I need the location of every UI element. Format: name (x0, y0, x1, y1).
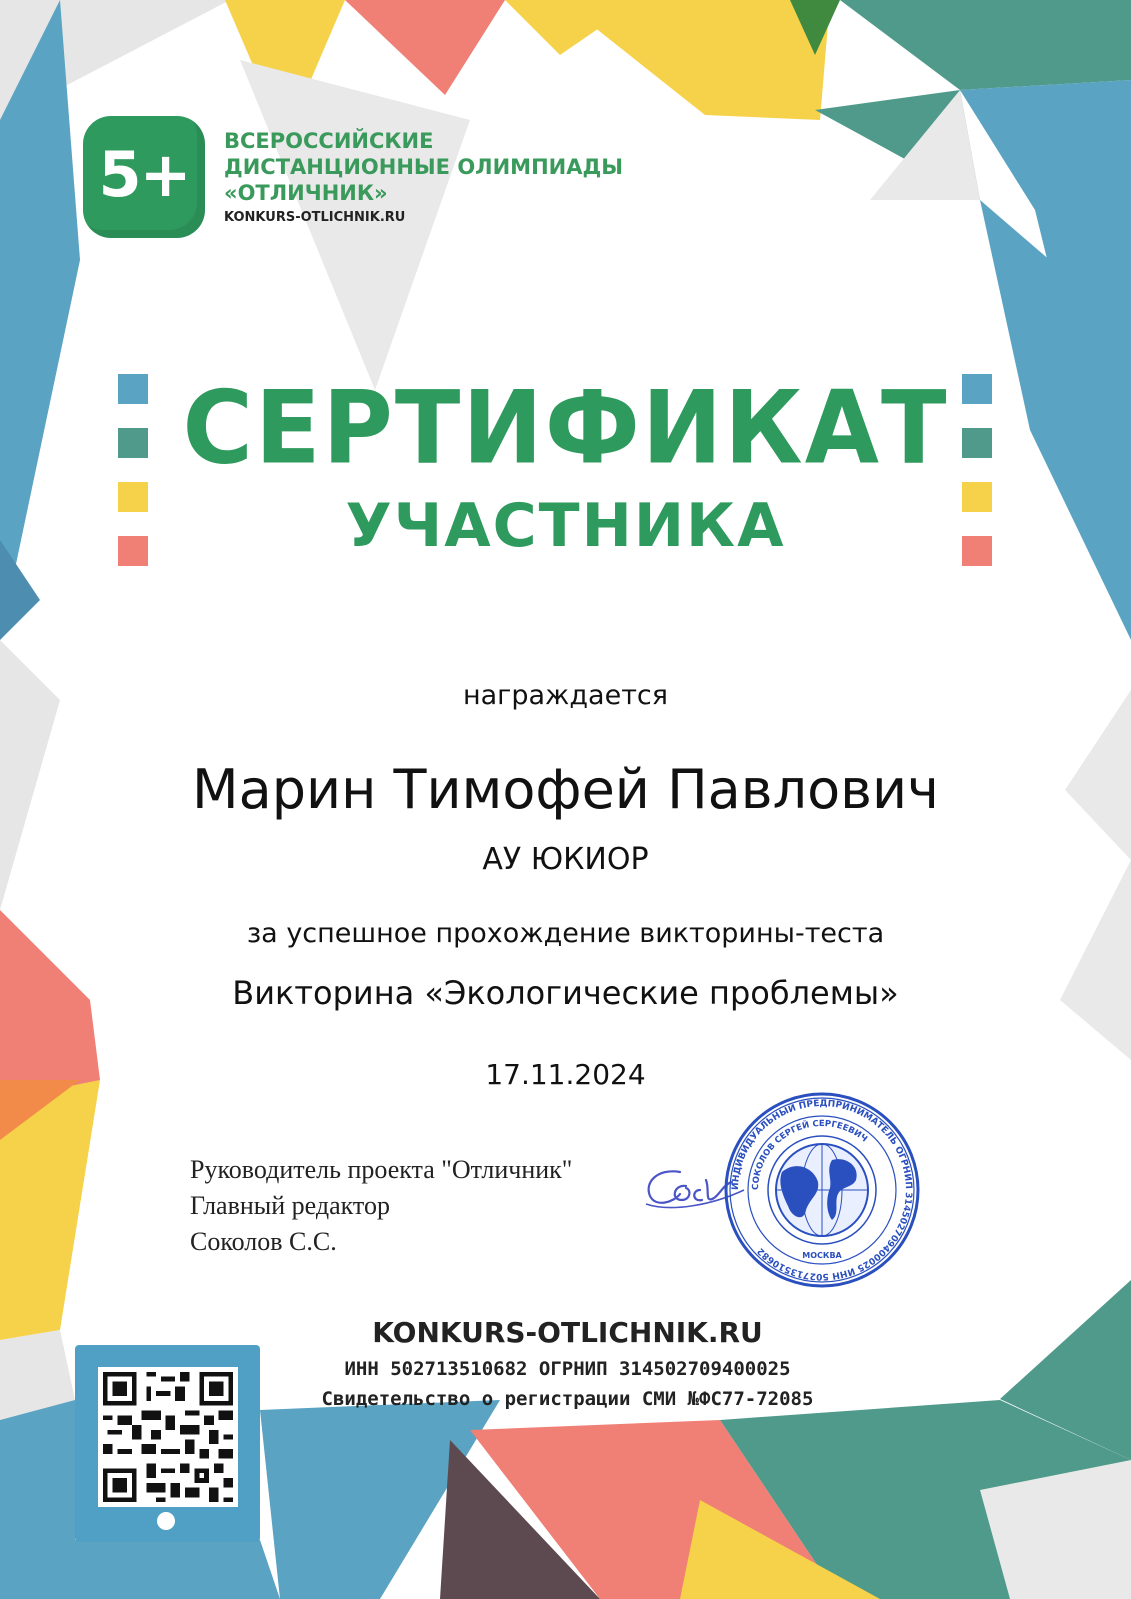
signer-title: Главный редактор (190, 1191, 390, 1220)
footer-site: KONKURS-OTLICHNIK.RU (372, 1316, 763, 1349)
footer-registration: Свидетельство о регистрации СМИ №ФС77-72085 (321, 1388, 814, 1410)
logo-line-3: «ОТЛИЧНИК» (224, 181, 388, 205)
stamp-outer-text: ИНДИВИДУАЛЬНЫЙ ПРЕДПРИНИМАТЕЛЬ ОГРНИП 314502709400025 ИНН 502713510682 (730, 1098, 914, 1282)
quiz-title: Викторина «Экологические проблемы» (232, 974, 899, 1012)
signer-name: Соколов С.С. (190, 1227, 337, 1256)
stamp-inner-text: СОКОЛОВ СЕРГЕЙ СЕРГЕЕВИЧ (750, 1118, 869, 1191)
footer-ids: ИНН 502713510682 ОГРНИП 314502709400025 (344, 1358, 791, 1380)
award-reason: за успешное прохождение викторины-теста (246, 918, 885, 949)
stamp-city: МОСКВА (802, 1251, 842, 1260)
recipient-name: Марин Тимофей Павлович (192, 758, 939, 821)
tablet-home-button (157, 1512, 175, 1530)
signer-role: Руководитель проекта "Отличник" (190, 1155, 573, 1184)
logo-badge-text: 5+ (98, 138, 190, 211)
award-date: 17.11.2024 (485, 1058, 646, 1091)
organization: АУ ЮКИОР (482, 842, 649, 877)
logo-badge (83, 116, 205, 238)
awarded-label: награждается (462, 680, 669, 711)
certificate-subtitle: УЧАСТНИКА (345, 491, 786, 561)
logo-line-2: ДИСТАНЦИОННЫЕ ОЛИМПИАДЫ (224, 155, 623, 179)
qr-code[interactable] (98, 1367, 238, 1507)
qr-code-graphic (98, 1367, 238, 1507)
logo-url: KONKURS-OTLICHNIK.RU (224, 210, 406, 225)
official-stamp (722, 1090, 922, 1290)
logo-line-1: ВСЕРОССИЙСКИЕ (224, 129, 434, 153)
certificate-title: СЕРТИФИКАТ (182, 369, 949, 487)
